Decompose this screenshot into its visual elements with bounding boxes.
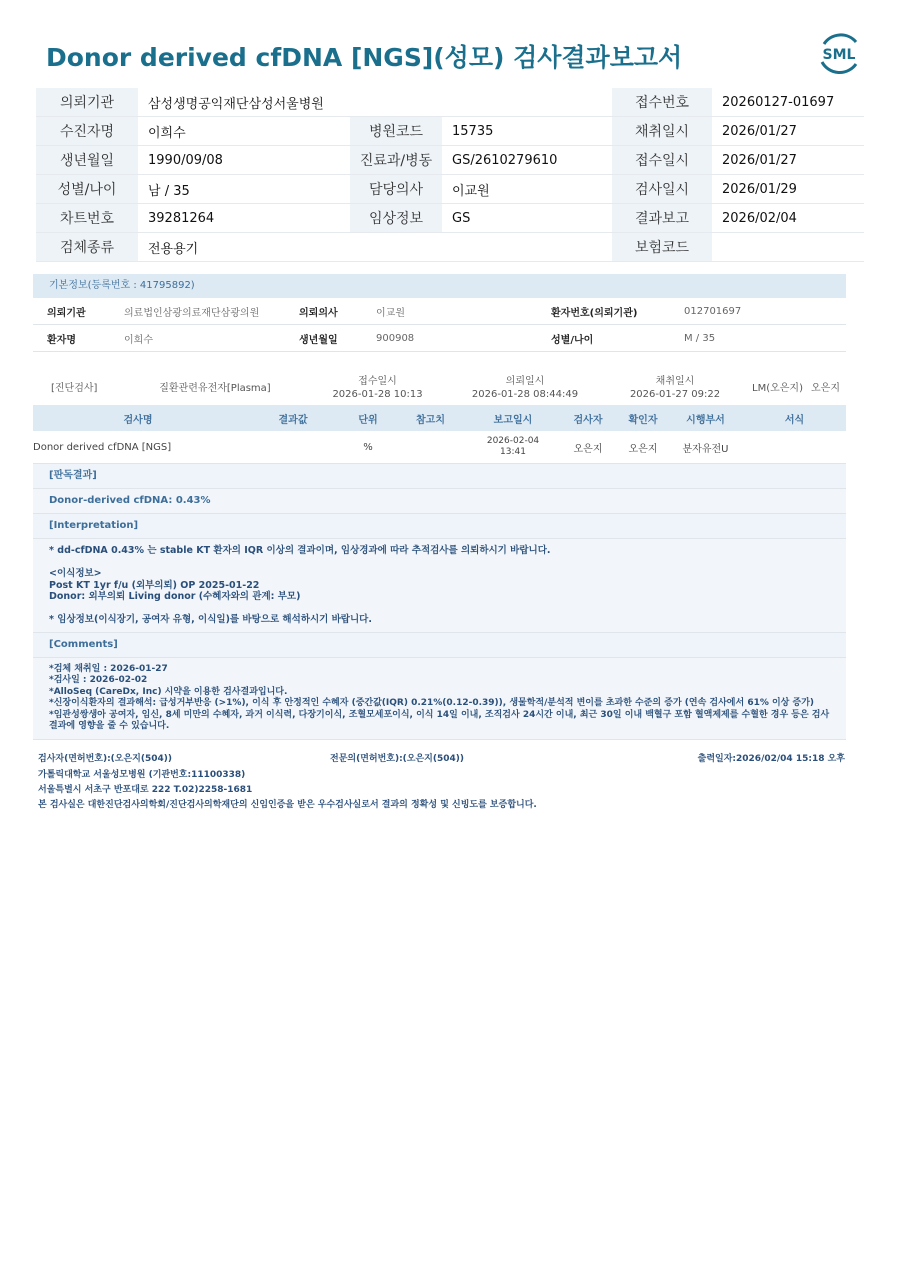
result-value [243, 431, 343, 464]
column-header: 단위 [343, 405, 393, 431]
text-line: Donor: 외부의뢰 Living donor (수혜자와의 관계: 부모) [49, 591, 301, 602]
header-label: 의뢰기관 [36, 88, 138, 117]
basic-info-row [33, 298, 846, 325]
header-label: 성별/나이 [36, 175, 138, 204]
header-value: 이교원 [442, 175, 612, 204]
basic-info-value: 이교원 [375, 298, 537, 325]
header-value: 이희수 [138, 117, 350, 146]
header-label: 검사일시 [612, 175, 712, 204]
header-label: 진료과/병동 [350, 146, 442, 175]
header-row [36, 175, 864, 204]
basic-info-label: 의뢰의사 [285, 298, 375, 325]
header-value: 전용용기 [138, 233, 350, 262]
header-label: 생년월일 [36, 146, 138, 175]
result-test-name: Donor derived cfDNA [NGS] [33, 431, 243, 464]
header-label: 병원코드 [350, 117, 442, 146]
header-value: 15735 [442, 117, 612, 146]
header-value [350, 88, 442, 117]
column-header: 검사명 [33, 405, 243, 431]
basic-info-label: 생년월일 [285, 325, 375, 352]
header-value: GS [442, 204, 612, 233]
footer-tester: 검사자(면허번호):(오은지(504)) [38, 754, 173, 764]
header-value: 1990/09/08 [138, 146, 350, 175]
basic-info-label: 성별/나이 [537, 325, 683, 352]
header-value: 2026/02/04 [712, 204, 864, 233]
summary-dept: [진단검사] [51, 382, 98, 394]
result-reference [393, 431, 468, 464]
text-line: Post KT 1yr f/u (외부의뢰) OP 2025-01-22 [49, 579, 260, 591]
header-value [712, 233, 864, 262]
header-value: GS/2610279610 [442, 146, 612, 175]
header-label: 검체종류 [36, 233, 138, 262]
column-header: 확인자 [618, 405, 668, 431]
basic-info-value: M / 35 [683, 325, 846, 352]
basic-info-panel [33, 274, 846, 352]
judgement-value: Donor-derived cfDNA: 0.43% [33, 489, 846, 514]
basic-info-value: 900908 [375, 325, 537, 352]
text-line: 결과에 영향을 줄 수 있습니다. [49, 721, 170, 731]
summary-person: 오은지 [811, 382, 840, 394]
header-value: 20260127-01697 [712, 88, 864, 117]
text-line [49, 603, 830, 615]
logo-text: SML [822, 47, 856, 63]
results-table [33, 405, 846, 464]
result-dept: 분자유전U [668, 431, 743, 464]
results-panel [33, 405, 846, 740]
column-header: 시행부서 [668, 405, 743, 431]
text-line: *AlloSeq (CareDx, Inc) 시약을 이용한 검사결과입니다. [49, 686, 288, 697]
basic-info-title: 기본정보(등록번호 : 41795892) [33, 274, 846, 298]
header-label: 임상정보 [350, 204, 442, 233]
header-label: 결과보고 [612, 204, 712, 233]
result-unit: % [343, 431, 393, 464]
header-value [442, 88, 612, 117]
header-value: 39281264 [138, 204, 350, 233]
header-label: 접수일시 [612, 146, 712, 175]
header-label: 차트번호 [36, 204, 138, 233]
text-line: * dd-cfDNA 0.43% 는 stable KT 환자의 IQR 이상의 결과이며, 임상경과에 따라 추적검사를 의뢰하시기 바랍니다. [49, 545, 551, 556]
header-value: 2026/01/27 [712, 117, 864, 146]
text-line: *검체 채취일 : 2026-01-27 [49, 663, 168, 674]
header-info-table [36, 88, 864, 262]
text-line: *검사일 : 2026-02-02 [49, 675, 148, 685]
header-row [36, 146, 864, 175]
basic-info-value: 이희수 [123, 325, 285, 352]
basic-info-value: 의료법인삼광의료재단삼광의원 [123, 298, 285, 325]
result-tester: 오은지 [558, 431, 618, 464]
header-value: 2026/01/29 [712, 175, 864, 204]
footer-address: 서울특별시 서초구 반포대로 222 T.02)2258-1681 [38, 785, 253, 795]
comments-title: [Comments] [33, 633, 846, 658]
text-line [49, 557, 830, 569]
text-line: *신장이식환자의 결과해석: 급성거부반응 (>1%), 이식 후 안정적인 수혜자 (중간값(IQR) 0.21%(0.12-0.39)), 생물학적/분석적 변이를 초과한 수준의 증가 (연속 검사에서 61% 이상 증가) [49, 698, 815, 708]
header-value: 2026/01/27 [712, 146, 864, 175]
column-header: 결과값 [243, 405, 343, 431]
basic-info-table [33, 298, 846, 352]
summary-received: 접수일시 2026-01-28 10:13 [332, 376, 423, 400]
basic-info-label: 의뢰기관 [33, 298, 123, 325]
basic-info-label: 환자번호(의뢰기관) [537, 298, 683, 325]
header-label: 채취일시 [612, 117, 712, 146]
header-value: 남 / 35 [138, 175, 350, 204]
column-header: 참고치 [393, 405, 468, 431]
interpretation-text [33, 539, 846, 633]
summary-category: 질환관련유전자[Plasma] [159, 382, 271, 394]
interpretation-title: [Interpretation] [33, 514, 846, 539]
header-label: 보험코드 [612, 233, 712, 262]
sml-logo [816, 30, 862, 76]
summary-ordered: 의뢰일시 2026-01-28 08:44:49 [471, 376, 579, 400]
header-label: 접수번호 [612, 88, 712, 117]
result-report-date: 2026-02-04 13:41 [468, 431, 558, 464]
header-value [350, 233, 442, 262]
order-summary [33, 370, 846, 406]
footer-certification: 본 검사실은 대한진단검사의학회/진단검사의학재단의 신임인증을 받은 우수검사실로서 결과의 정확성 및 신빙도를 보증합니다. [38, 800, 537, 810]
text-line: <이식정보> [49, 568, 102, 579]
column-header: 서식 [743, 405, 846, 431]
header-row [36, 117, 864, 146]
text-line: *임관성쌍생아 공여자, 임신, 8세 미만의 수혜자, 과거 이식력, 다장기이식, 조혈모세포이식, 이식 14일 이내, 조직검사 24시간 이내, 최근 30일 이내 백혈구 포함 혈액제제를 수혈한 경우 등은 검사 [49, 709, 830, 720]
result-confirmer: 오은지 [618, 431, 668, 464]
footer-hospital: 가톨릭대학교 서울성모병원 (기관번호:11100338) [38, 770, 246, 780]
header-row [36, 88, 864, 117]
report-title: Donor derived cfDNA [NGS](성모) 검사결과보고서 [46, 43, 683, 72]
summary-collected: 채취일시 2026-01-27 09:22 [629, 376, 721, 400]
footer-printed: 출력일자:2026/02/04 15:18 오후 [697, 754, 845, 764]
basic-info-value: 012701697 [683, 298, 846, 325]
header-label: 수진자명 [36, 117, 138, 146]
header-row [36, 204, 864, 233]
result-form [743, 431, 846, 464]
table-row [33, 431, 846, 464]
header-value [442, 233, 612, 262]
header-label: 담당의사 [350, 175, 442, 204]
basic-info-row [33, 325, 846, 352]
text-line: * 임상정보(이식장기, 공여자 유형, 이식일)를 바탕으로 해석하시기 바랍니다. [49, 614, 372, 625]
footer-specialist: 전문의(면허번호):(오은지(504)) [330, 754, 465, 764]
header-value: 삼성생명공익재단삼성서울병원 [138, 88, 350, 117]
comments-text [33, 658, 846, 740]
header-row [36, 233, 864, 262]
summary-lm: LM(오은지) [752, 382, 803, 394]
judgement-title: [판독결과] [33, 464, 846, 489]
column-header: 검사자 [558, 405, 618, 431]
column-header: 보고일시 [468, 405, 558, 431]
basic-info-label: 환자명 [33, 325, 123, 352]
